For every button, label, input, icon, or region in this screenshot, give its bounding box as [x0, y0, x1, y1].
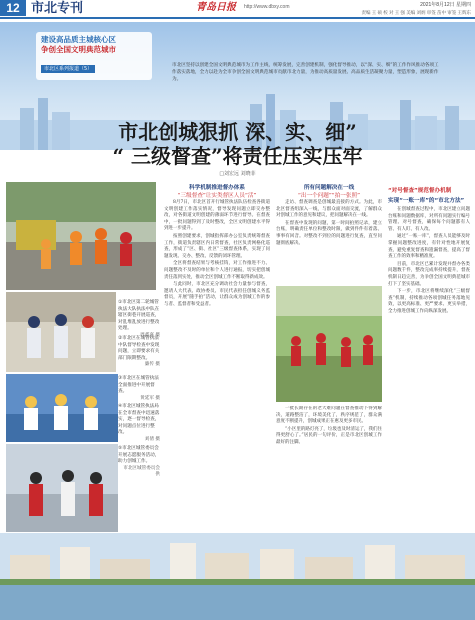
caption-2: ②市北区在城管执法中队督导检查中发现问题，立即要求有关部门限期整改。 廉传 摄 — [118, 336, 160, 367]
masthead-rule — [0, 17, 475, 19]
section-2-paragraph: 走访、督查调查是创城最直接的方式。为此，市北区督查组深入一线，与群众面对面交流，了解群众对创城工作的意见和建议，把问题解决在一线。 — [276, 200, 382, 219]
series-badge — [36, 32, 152, 80]
section-3-column — [388, 184, 470, 532]
column-name: 市北专刊 — [31, 1, 84, 16]
section-2-title: 所有问题解决在一线 — [303, 185, 355, 191]
section-2-column-continued — [276, 406, 382, 532]
masthead — [0, 0, 475, 20]
caption-5: ⑤市北区城管委员会开展志愿服务活动，助力创城工作。 市北区城管委员会 供 — [118, 446, 160, 477]
section-1-paragraph: 8月7日，市北区首开行城管执法队伍检查各街道文明创建工作落实情况，督导发现问题立即交办整改，对各街道文明创建的薄弱环节进行督导。在督查中，一批问题得到了及时整改，全区文明创建水平得到进一步提升。 — [164, 200, 270, 232]
section-3-paragraph: 通过“一账一库”，督查人员能够及时掌握问题整改进度，有针对性地开展复查，避免重复督查和遗漏督查，提高了督查工作的效率和精准度。 — [388, 234, 470, 260]
headline — [0, 120, 475, 168]
photo-4 — [6, 444, 118, 532]
photo-5 — [276, 286, 382, 402]
byline: □刘宏远 刘晓菲 — [219, 171, 256, 177]
section-2-column — [276, 184, 382, 284]
section-3-paragraph: 在创城督查过程中，市北区建立问题台账和问题数据库，对所有问题实行编号管理、对号督查，确保每个问题都有人管、有人盯、有人改。 — [388, 207, 470, 232]
section-2-subtitle: “出一个问题”“拍一张照” — [298, 193, 360, 199]
section-1-paragraph: 全区将督查结果与考核挂钩，对工作推进不力、问题整改不及时的单位和个人进行通报，切实把创城责任落到实处，推动全区创城工作不断取得新成效。 — [164, 261, 270, 280]
caption-3: ③市北区在城管执法全面推进中开展督查。 黄延军 摄 — [118, 376, 160, 401]
banner-intro-text: 市北区坚持以创建全国文明典范城市为工作主线，统筹发展，完善创建机制，强化督导推动，以“深、实、细”的工作作风推动各项工作落实落地，全力以赴为全市争创全国文明典范城市贡献市北力量，为推动高质量发展、高品质生活凝聚力量，塑造形象，展现新作为。 — [172, 63, 439, 82]
section-1-title: 科学机制推进督办体系 — [189, 185, 245, 191]
badge-title-1: 建设高品质主城核心区 — [41, 35, 116, 44]
caption-4: ④市北区城管执法局在全市督查中迅速落实，逐一督导检查，对问题点位进行整改。 刘倩 摄 — [118, 404, 160, 442]
section-3-subtitle: 实现“一账一库”的“市北方法” — [388, 198, 465, 204]
newspaper-logo: 青岛日报 — [196, 2, 236, 13]
section-2-paragraph: “小区里的路灯亮了，垃圾也及时清运了，我们住得更舒心了。”居民的一句评价，正是市北区创城工作最好的注脚。 — [276, 426, 382, 445]
section-1-paragraph: 按照创建要求，创城指挥部办公室负责统筹督查工作，街道负责辖区内日常督查，社区负责网格化巡查，形成了“区、街、社区”三级督查体系，实现了问题发现、交办、整改、反馈的闭环管理。 — [164, 233, 270, 259]
series-tag: 市北区系列报道（5） — [41, 65, 95, 73]
headline-line-2: “ 三级督查”将责任压实压牢 — [112, 144, 363, 168]
section-3-paragraph: 目前，市北区已累计发现并督办各类问题数千件，整改完成率持续提升，督查机制日趋完善，为争创全国文明典范城市打下了坚实基础。 — [388, 261, 470, 287]
bottom-city-photo — [0, 533, 475, 620]
editor-credits: 责编 王 硕 校 对 王 强 美编 刘炳 审签 苗中 审签 王辉东 — [361, 10, 471, 15]
newspaper-url[interactable]: http://www.dbxy.com — [244, 4, 290, 10]
section-1-subtitle: “三级督查”让实类督区人员“活” — [177, 193, 257, 199]
issue-date: 2021年8月12日 星期四 — [420, 2, 471, 8]
headline-line-1: 市北创城狠抓 深、实、细” — [118, 120, 357, 144]
section-3-paragraph: 下一步，市北区将继续深化“三级督查”机制，持续推动各项创城任务落地见效，以更高标准、更严要求、更实举措，全力推进创城工作向纵深发展。 — [388, 289, 470, 314]
photo-2 — [6, 292, 116, 372]
section-2-paragraph: 一批长期存在的老大难问题在督查推动下得到解决，道路整洁了，环境美化了，秩序规范了，群众满意度不断提升，创城成果正在惠及更多市民。 — [276, 406, 382, 425]
photo-1 — [6, 182, 156, 290]
section-3-title: “对号督查”规范督办机制 — [388, 188, 452, 194]
badge-title-2: 争创全国文明典范城市 — [41, 45, 116, 54]
section-1-paragraph: 与此同时，市北区充分调动社会力量参与督查，邀请人大代表、政协委员、市民代表担任创城义务监督员，开展“随手拍”活动，让群众成为创城工作的参与者、监督者和受益者。 — [164, 282, 270, 307]
section-2-paragraph: 在督查中发现的问题，第一时间拍照记录，建立台账，明确责任单位和整改时限，做到件件有着落、事事有回音。对整改不到位的问题进行复查，直至问题彻底解决。 — [276, 220, 382, 246]
section-1-column — [164, 184, 270, 532]
caption-1: ①市北区第二轮城管执法大队执法中队在辖区街巷开展巡查，对乱堆乱放进行整改处理。 周鑫嘉 摄 — [118, 300, 160, 338]
page-number: 12 — [0, 0, 26, 16]
photo-3 — [6, 374, 118, 442]
